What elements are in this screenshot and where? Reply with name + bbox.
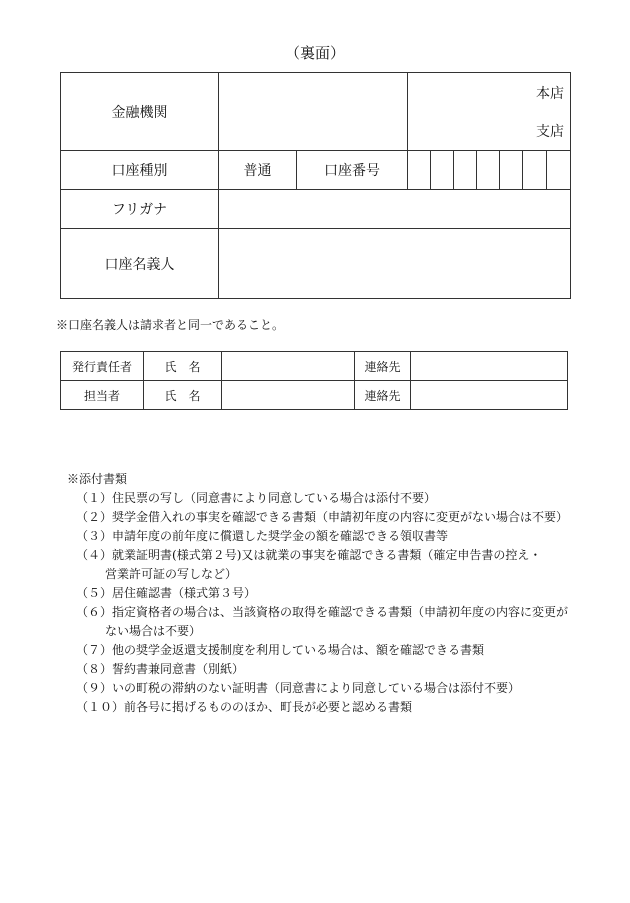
item-number: （１０） (76, 700, 125, 714)
item-number: （４） (76, 548, 113, 562)
item-text: 他の奨学金返還支援制度を利用している場合は、額を確認できる書類 (112, 643, 485, 657)
item-text: 住民票の写し（同意書により同意している場合は添付不要） (112, 491, 437, 505)
staff-name-field[interactable] (222, 381, 355, 410)
issuer-role: 発行責任者 (61, 352, 144, 381)
list-item (76, 641, 576, 660)
sub-branch-label: 支店 (536, 124, 565, 140)
list-item (76, 489, 576, 508)
account-number-digit[interactable] (523, 151, 547, 190)
item-text: 奨学金借入れの事実を確認できる書類（申請初年度の内容に変更がない場合は不要） (112, 510, 569, 524)
list-item (76, 584, 576, 603)
item-number: （２） (76, 510, 113, 524)
account-holder-note: ※口座名義人は請求者と同一であること。 (56, 318, 285, 332)
item-continuation: 営業許可証の写しなど） (105, 567, 238, 581)
name-label: 氏 名 (144, 352, 222, 381)
item-text: 申請年度の前年度に償還した奨学金の額を確認できる領収書等 (112, 529, 449, 543)
furigana-field[interactable] (219, 190, 571, 229)
attachments-list (76, 489, 576, 717)
item-number: （５） (76, 586, 113, 600)
account-number-digit[interactable] (477, 151, 500, 190)
item-number: （６） (76, 605, 113, 619)
furigana-label: フリガナ (61, 190, 219, 229)
account-type-value: 普通 (219, 151, 297, 190)
account-number-digit[interactable] (431, 151, 454, 190)
issuer-name-field[interactable] (222, 352, 355, 381)
item-text: 就業証明書(様式第２号)又は就業の事実を確認できる書類（確定申告書の控え・ (112, 548, 542, 562)
item-number: （１） (76, 491, 113, 505)
contact-label: 連絡先 (355, 352, 411, 381)
page-title: （裏面） (284, 44, 345, 62)
account-holder-field[interactable] (219, 229, 571, 299)
bank-account-table (60, 72, 571, 299)
financial-institution-field[interactable] (219, 73, 408, 151)
contact-label: 連絡先 (355, 381, 411, 410)
name-label: 氏 名 (144, 381, 222, 410)
list-item (76, 660, 576, 679)
item-number: （３） (76, 529, 113, 543)
item-text: 前各号に掲げるもののほか、町長が必要と認める書類 (124, 700, 413, 714)
item-number: （９） (76, 681, 113, 695)
account-holder-label: 口座名義人 (61, 229, 219, 299)
item-text: 居住確認書（様式第３号） (112, 586, 257, 600)
account-number-digit[interactable] (500, 151, 523, 190)
item-text: いの町税の滞納のない証明書（同意書により同意している場合は添付不要） (112, 681, 521, 695)
financial-institution-label: 金融機関 (61, 73, 219, 151)
item-number: （７） (76, 643, 113, 657)
item-text: 指定資格者の場合は、当該資格の取得を確認できる書類（申請初年度の内容に変更が (112, 605, 569, 619)
account-number-digit[interactable] (454, 151, 477, 190)
account-number-digit[interactable] (408, 151, 431, 190)
staff-role: 担当者 (61, 381, 144, 410)
list-item (76, 679, 576, 698)
account-number-label: 口座番号 (297, 151, 408, 190)
item-text: 誓約書兼同意書（別紙） (112, 662, 245, 676)
item-continuation: ない場合は不要） (105, 624, 202, 638)
issuer-table (60, 351, 568, 410)
staff-contact-field[interactable] (411, 381, 568, 410)
account-number-digit[interactable] (547, 151, 571, 190)
list-item (76, 508, 576, 527)
list-item (76, 546, 576, 584)
issuer-contact-field[interactable] (411, 352, 568, 381)
list-item (76, 527, 576, 546)
list-item (76, 603, 576, 641)
list-item (76, 698, 576, 717)
attachments-title: ※添付書類 (67, 472, 128, 486)
account-type-label: 口座種別 (61, 151, 219, 190)
item-number: （８） (76, 662, 113, 676)
branch-field[interactable] (408, 73, 571, 151)
main-branch-label: 本店 (536, 86, 565, 102)
